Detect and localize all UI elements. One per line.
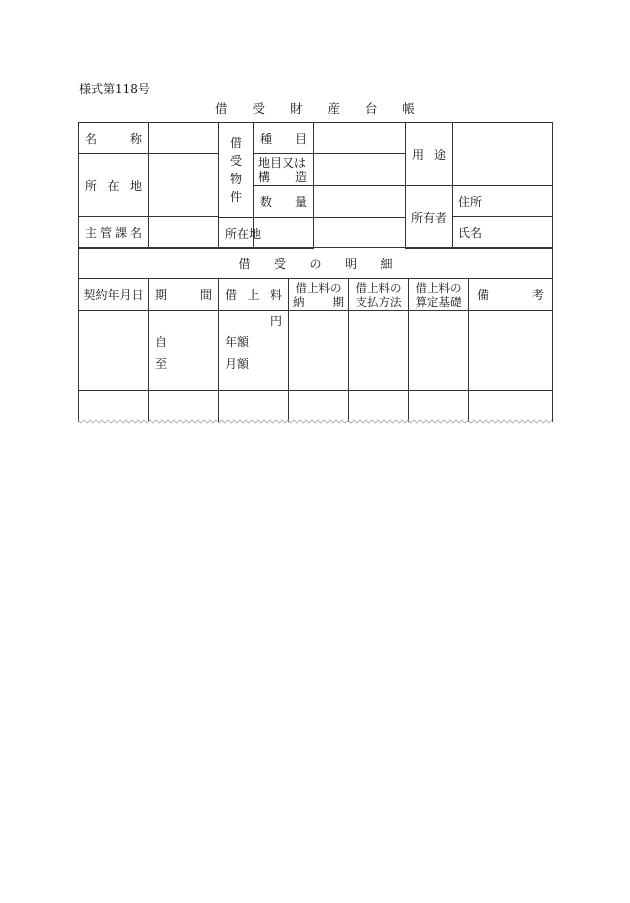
header-payment-term: 借上料の 納 期 xyxy=(289,279,349,311)
contract-date-cell[interactable] xyxy=(79,311,149,391)
owner-label: 所有者 xyxy=(406,186,453,249)
name-value[interactable] xyxy=(149,123,219,154)
form-number: 様式第118号 xyxy=(79,82,150,96)
header-period: 期 間 xyxy=(149,279,219,311)
empty-cell[interactable] xyxy=(409,391,469,422)
owner-name-label: 氏名 xyxy=(453,217,553,249)
empty-cell[interactable] xyxy=(289,391,349,422)
property-label: 借 受 物 件 xyxy=(219,123,254,218)
payment-method-cell[interactable] xyxy=(349,311,409,391)
from-label: 自 xyxy=(155,335,168,349)
page-title xyxy=(215,99,415,117)
land-structure-label: 地目又は 構 造 xyxy=(254,154,314,186)
title-char: 借 xyxy=(215,101,228,116)
header-payment-method: 借上料の 支払方法 xyxy=(349,279,409,311)
yen-label: 円 xyxy=(269,314,282,328)
location-value[interactable] xyxy=(149,154,219,217)
kind-label: 種 目 xyxy=(254,123,314,154)
department-value[interactable] xyxy=(149,217,219,249)
header-contract-date: 契約年月日 xyxy=(79,279,149,311)
annual-label: 年額 xyxy=(225,335,250,349)
table-break-line xyxy=(78,419,554,425)
to-label: 至 xyxy=(155,357,168,371)
empty-cell[interactable] xyxy=(469,391,553,422)
kind-value[interactable] xyxy=(314,123,406,154)
title-char: 財 xyxy=(289,101,303,116)
location-label: 所 在 地 xyxy=(79,154,149,217)
remarks-cell[interactable] xyxy=(469,311,553,391)
payment-term-cell[interactable] xyxy=(289,311,349,391)
detail-table xyxy=(78,247,553,422)
title-char: 産 xyxy=(327,101,340,116)
empty-cell[interactable] xyxy=(149,391,219,422)
name-label: 名 称 xyxy=(79,123,149,154)
department-label: 主 管 課 名 xyxy=(79,217,149,249)
section-title: 借 受 の 明 細 xyxy=(79,248,553,279)
period-cell[interactable] xyxy=(149,311,219,391)
property-location-label: 所 在 地 xyxy=(219,218,254,249)
header-basis: 借上料の 算定基礎 xyxy=(409,279,469,311)
rent-cell[interactable] xyxy=(219,311,289,391)
quantity-value[interactable] xyxy=(314,186,406,218)
empty-cell[interactable] xyxy=(349,391,409,422)
title-char: 受 xyxy=(252,101,265,116)
header-remarks: 備 考 xyxy=(469,279,553,311)
property-info-table xyxy=(78,122,553,249)
empty-cell[interactable] xyxy=(219,391,289,422)
basis-cell[interactable] xyxy=(409,311,469,391)
title-char: 帳 xyxy=(402,101,415,116)
monthly-label: 月額 xyxy=(225,357,250,371)
empty-cell[interactable] xyxy=(79,391,149,422)
header-rent: 借 上 料 xyxy=(219,279,289,311)
use-value[interactable] xyxy=(453,123,553,186)
title-char: 台 xyxy=(364,101,378,116)
property-location-value[interactable] xyxy=(254,218,314,249)
use-label: 用 途 xyxy=(406,123,453,186)
land-structure-value[interactable] xyxy=(314,154,406,186)
quantity-label: 数 量 xyxy=(254,186,314,218)
address-label: 住所 xyxy=(453,186,553,217)
